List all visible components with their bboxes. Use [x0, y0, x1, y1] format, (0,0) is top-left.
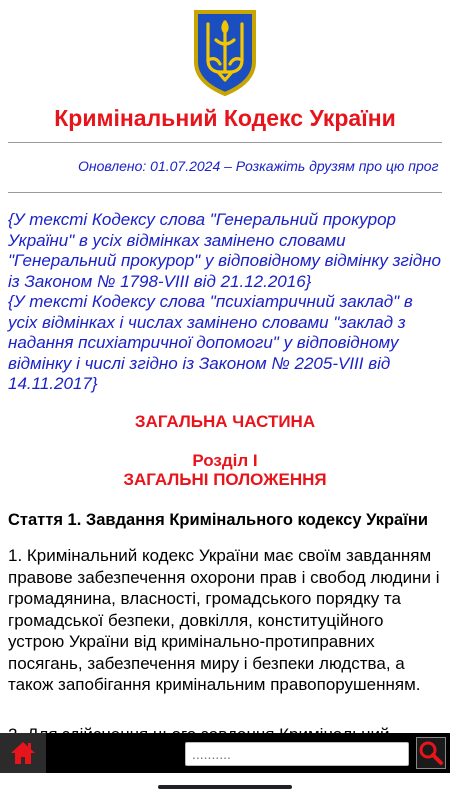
search-button[interactable] — [416, 737, 446, 769]
divider-bottom — [8, 192, 442, 193]
coat-of-arms-icon — [192, 8, 258, 96]
article-title: Стаття 1. Завдання Кримінального кодексу України — [8, 511, 428, 529]
gesture-handle[interactable] — [158, 785, 292, 789]
home-icon — [9, 740, 37, 766]
chapter-number: Розділ I — [192, 451, 258, 470]
amendment-notes — [8, 210, 442, 395]
home-button[interactable] — [0, 733, 46, 773]
system-navigation-bar — [0, 773, 450, 800]
search-input[interactable] — [185, 742, 409, 766]
amendment-note: {У тексті Кодексу слова "Генеральний прокурор України" в усіх відмінках замінено словами "Генеральний прокурор" у відповідному відмінку згідно із Законом № 1798-VIII від 21.12.2016} — [8, 210, 441, 291]
chapter-title: ЗАГАЛЬНІ ПОЛОЖЕННЯ — [123, 470, 327, 489]
update-ticker — [78, 156, 442, 176]
magnifier-icon — [418, 740, 444, 766]
page-title: Кримінальний Кодекс України — [54, 105, 396, 131]
divider-top — [8, 142, 442, 143]
ticker-text: Оновлено: 01.07.2024 – Розкажіть друзям про цю прог — [78, 158, 439, 174]
article-paragraph: 1. Кримінальний кодекс України має своїм завданням правове забезпечення охорони прав і свобод людини і громадянина, власності, громадського порядку та громадської безпеки, довкілля, конституційного устрою України від кримінально-протиправних посягань, забезпечення миру і безпеки людства, а також запобігання кримінальним правопорушенням. — [8, 546, 440, 694]
amendment-note: {У тексті Кодексу слова "психіатричний заклад" в усіх відмінках і числах замінено словами "заклад з надання психіатричної допомоги" у відповідному відмінку і числі згідно із Законом № 2205-VIII від 14.11.2017} — [8, 292, 413, 393]
bottom-toolbar — [0, 733, 450, 773]
part-heading: ЗАГАЛЬНА ЧАСТИНА — [134, 412, 316, 431]
